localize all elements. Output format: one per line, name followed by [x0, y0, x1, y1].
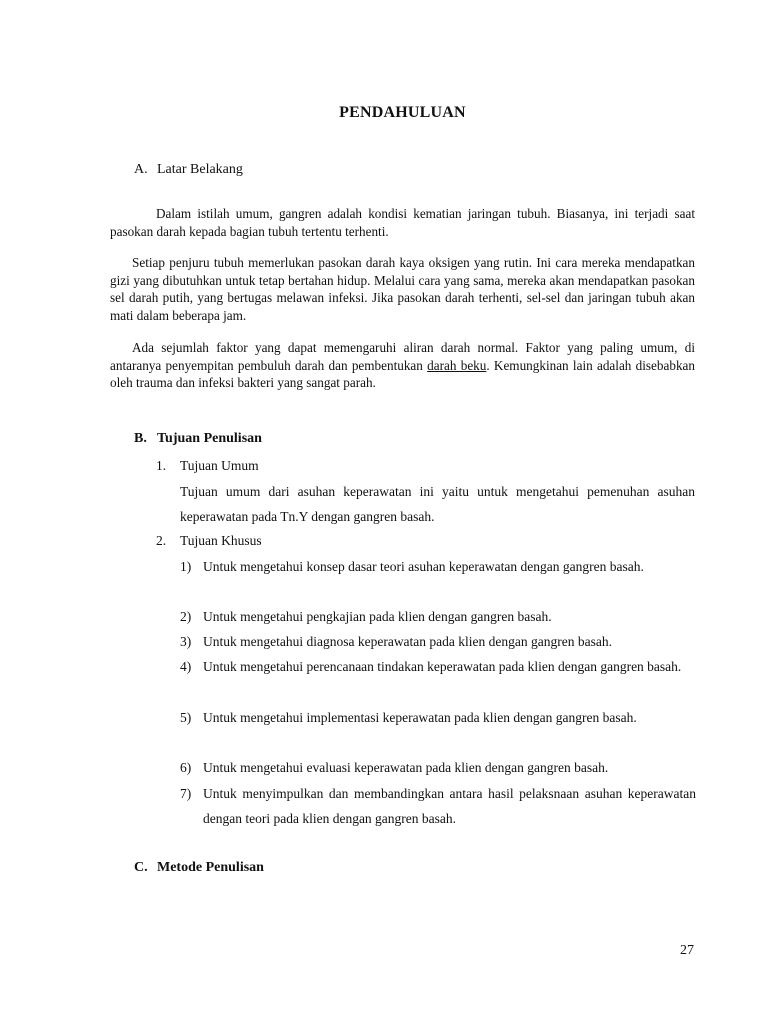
- list-item-number: 1): [180, 559, 192, 574]
- section-c-heading: [134, 860, 264, 876]
- tujuan-khusus-heading: [156, 532, 262, 550]
- section-c-letter: C.: [134, 860, 148, 875]
- list-item: [180, 629, 696, 654]
- section-a-title: Latar Belakang: [157, 162, 243, 177]
- list-item: [180, 781, 696, 831]
- section-c-title: Metode Penulisan: [157, 860, 264, 875]
- list-item: [180, 654, 696, 679]
- paragraph-2: Setiap penjuru tubuh memerlukan pasokan darah kaya oksigen yang rutin. Ini cara mereka mendapatkan gizi yang dibutuhkan untuk tetap bertahan hidup. Melalui cara yang sama, mereka akan mendapatkan pasokan sel darah putih, yang bertugas melawan infeksi. Jika pasokan darah terhenti, sel-sel dan jaringan tubuh akan mati dalam beberapa jam.: [110, 255, 695, 323]
- paragraph-3: [110, 339, 695, 392]
- section-b-title: Tujuan Penulisan: [157, 431, 262, 446]
- list-item-text: Untuk mengetahui implementasi keperawatan pada klien dengan gangren basah.: [203, 710, 637, 725]
- section-a-heading: [134, 162, 243, 178]
- list-item-number: 4): [180, 659, 192, 674]
- darah-beku-link[interactable]: darah beku: [427, 357, 487, 373]
- paragraph-3-end: . Kemungkinan lain adalah disebabkan oleh trauma dan infeksi bakteri yang sangat parah.: [110, 357, 695, 390]
- section-b-letter: B.: [134, 431, 147, 446]
- list-item-number: 3): [180, 634, 192, 649]
- section-b-heading: [134, 431, 262, 447]
- tujuan-umum-number: 1.: [156, 458, 167, 473]
- list-item-text: Untuk mengetahui perencanaan tindakan keperawatan pada klien dengan gangren basah.: [203, 659, 682, 674]
- list-item-text: Untuk mengetahui evaluasi keperawatan pada klien dengan gangren basah.: [203, 760, 609, 775]
- list-item-text: Untuk menyimpulkan dan membandingkan antara hasil pelaksnaan asuhan keperawatan dengan teori pada klien dengan gangren basah.: [203, 786, 696, 826]
- list-item: [180, 554, 696, 579]
- list-item: [180, 755, 696, 780]
- list-item-number: 2): [180, 609, 192, 624]
- list-item-text: Untuk mengetahui pengkajian pada klien dengan gangren basah.: [203, 609, 552, 624]
- list-item-text: Untuk mengetahui diagnosa keperawatan pada klien dengan gangren basah.: [203, 634, 612, 649]
- paragraph-1: Dalam istilah umum, gangren adalah kondisi kematian jaringan tubuh. Biasanya, ini terjadi saat pasokan darah kepada bagian tubuh tertentu terhenti.: [110, 206, 695, 239]
- list-item-text: Untuk mengetahui konsep dasar teori asuhan keperawatan dengan gangren basah.: [203, 559, 644, 574]
- list-item: [180, 604, 696, 629]
- list-item-number: 5): [180, 710, 192, 725]
- page-title: PENDAHULUAN: [339, 104, 466, 121]
- paragraph-3-start: Ada sejumlah faktor yang dapat memengaruhi aliran darah normal. Faktor yang paling umum, di antaranya penyempitan pembuluh darah dan pembentukan: [110, 340, 695, 373]
- tujuan-umum-heading: [156, 457, 259, 475]
- page-number: 27: [680, 943, 694, 958]
- tujuan-khusus-number: 2.: [156, 533, 167, 548]
- tujuan-umum-title: Tujuan Umum: [180, 458, 259, 473]
- section-a-letter: A.: [134, 162, 148, 177]
- list-item: [180, 705, 696, 730]
- list-item-number: 7): [180, 786, 192, 801]
- list-item-number: 6): [180, 760, 192, 775]
- tujuan-khusus-title: Tujuan Khusus: [180, 533, 262, 548]
- tujuan-umum-text: Tujuan umum dari asuhan keperawatan ini yaitu untuk mengetahui pemenuhan asuhan keperawatan pada Tn.Y dengan gangren basah.: [180, 484, 695, 524]
